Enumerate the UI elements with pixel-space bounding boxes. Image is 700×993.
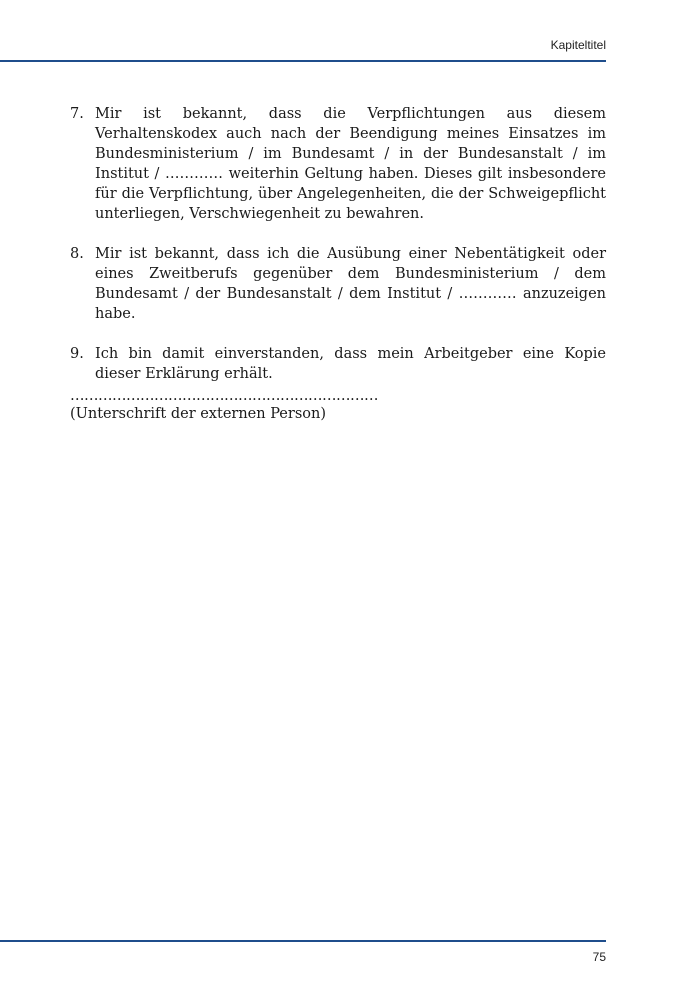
item-number: 9.: [70, 346, 84, 362]
item-text: Mir ist bekannt, dass die Verpflichtungen aus diesem Verhaltenskodex auch nach der Beendigung meines Einsatzes im Bundesministerium / im Bundesamt / in der Bundesanstalt / im Institut / ………… weiterhin Geltung haben. Dieses gilt insbesondere für die Verpflichtung, über Angelegenheiten, die der Schweigepflicht unterliegen, Verschwiegenheit zu bewahren.: [95, 106, 606, 222]
list-item-7: [70, 104, 606, 224]
declaration-list: [70, 104, 606, 404]
page-number: 75: [592, 950, 606, 964]
signature-label: (Unterschrift der externen Person): [70, 406, 326, 422]
item-number: 8.: [70, 246, 84, 262]
chapter-title: Kapiteltitel: [550, 38, 606, 52]
item-text: Mir ist bekannt, dass ich die Ausübung einer Nebentätigkeit oder eines Zweitberufs gegenüber dem Bundesministerium / dem Bundesamt / der Bundesanstalt / dem Institut / ………… anzuzeigen habe.: [95, 246, 606, 322]
list-item-9: [70, 344, 606, 384]
signature-line: …………………………………………………………: [70, 388, 378, 404]
header-rule: [0, 60, 606, 62]
list-item-8: [70, 244, 606, 324]
item-number: 7.: [70, 106, 84, 122]
item-text: Ich bin damit einverstanden, dass mein Arbeitgeber eine Kopie dieser Erklärung erhält.: [95, 346, 606, 382]
footer-rule: [0, 940, 606, 942]
